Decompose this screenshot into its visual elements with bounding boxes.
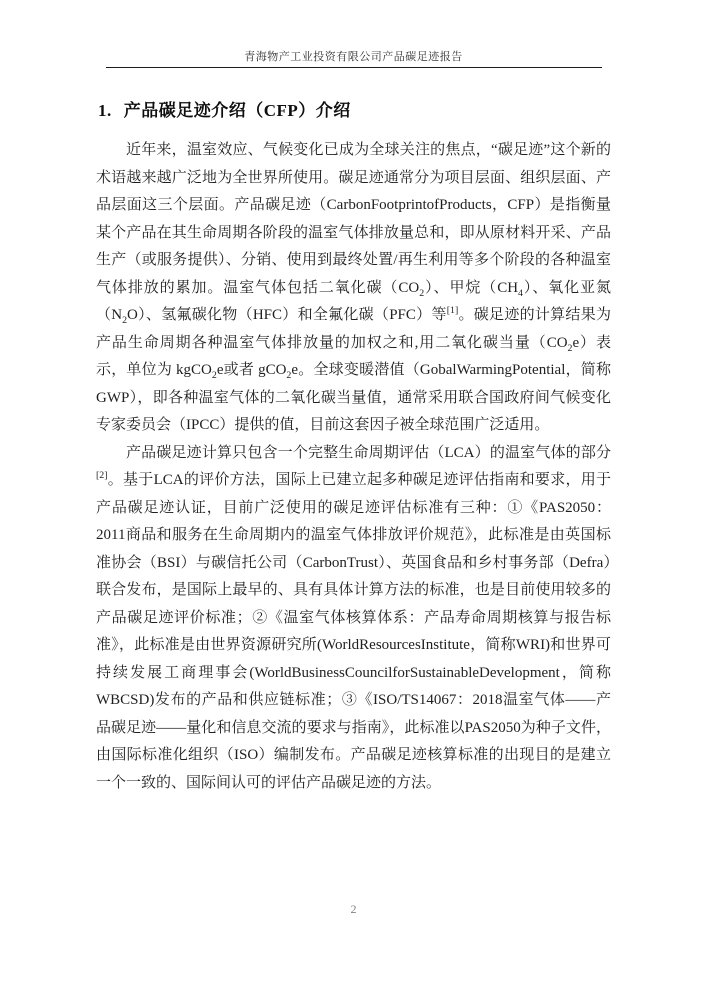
page-header xyxy=(0,0,707,68)
document-content xyxy=(96,96,611,797)
paragraph-intro-carbon-footprint: 近年来，温室效应、气候变化已成为全球关注的焦点，“碳足迹”这个新的术语越来越广泛地为全世界所使用。碳足迹通常分为项目层面、组织层面、产品层面这三个层面。产品碳足迹（CarbonFootprintofProducts，CFP）是指衡量某个产品在其生命周期各阶段的温室气体排放量总和，即从原材料开采、产品生产（或服务提供）、分销、使用到最终处置/再生利用等多个阶段的各种温室气体排放的累加。温室气体包括二氧化碳$(CO_2)$、甲烷$(CH_4)$、氧化亚氮$(N_2O)$、氢氟碳化物（HFC）和全氟化碳（PFC）等[1]。碳足迹的计算结果为产品生命周期各种温室气体排放量的加权之和,用二氧化碳当量$(CO_2e)$表示，单位为 kgCO$_2$e或者 gCO$_2$e。全球变暖潜值（GobalWarmingPotential，简称 GWP），即各种温室气体的二氧化碳当量值，通常采用联合国政府间气候变化专家委员会（IPCC）提供的值，目前这套因子被全球范围广泛适用。 xyxy=(96,142,612,433)
paragraph-lca-standards: 产品碳足迹计算只包含一个完整生命周期评估（LCA）的温室气体的部分[2]。基于LCA的评价方法，国际上已建立起多种碳足迹评估指南和要求，用于产品碳足迹认证，目前广泛使用的碳足迹评估标准有三种：①《PAS2050：2011商品和服务在生命周期内的温室气体排放评价规范》，此标准是由英国标准协会（BSI）与碳信托公司（CarbonTrust）、英国食品和乡村事务部（Defra）联合发布，是国际上最早的、具有具体计算方法的标准，也是目前使用较多的产品碳足迹评价标准；②《温室气体核算体系：产品寿命周期核算与报告标准》，此标准是由世界资源研究所(WorldResourcesInstitute，简称WRI)和世界可持续发展工商理事会(WorldBusinessCouncilforSustainableDevelopment，简称WBCSD)发布的产品和供应链标准；③《ISO/TS14067：2018温室气体——产品碳足迹——量化和信息交流的要求与指南》，此标准以PAS2050为种子文件，由国际标准化组织（ISO）编制发布。产品碳足迹核算标准的出现目的是建立一个一致的、国际间认可的评估产品碳足迹的方法。 xyxy=(96,444,611,791)
header-rule xyxy=(106,67,602,68)
page-number: 2 xyxy=(350,902,357,916)
section-number: 1. xyxy=(98,101,112,120)
header-title: 青海物产工业投资有限公司产品碳足迹报告 xyxy=(244,51,463,63)
section-heading xyxy=(98,96,611,121)
section-title: 产品碳足迹介绍（CFP）介绍 xyxy=(123,101,351,120)
page-footer xyxy=(0,900,707,918)
